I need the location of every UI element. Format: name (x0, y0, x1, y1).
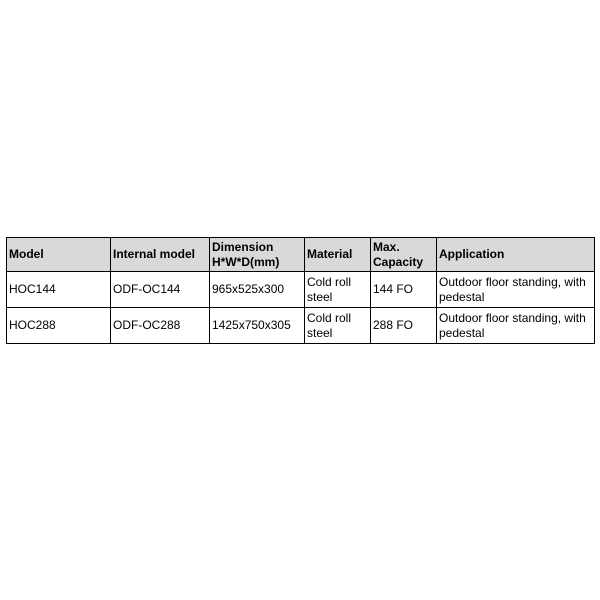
header-model: Model (7, 238, 111, 272)
table-header-row (7, 238, 595, 272)
cell-internal-model: ODF-OC288 (111, 308, 210, 344)
cell-material: Cold roll steel (305, 272, 371, 308)
spec-table (6, 237, 595, 344)
header-material: Material (305, 238, 371, 272)
header-dimension: Dimension H*W*D(mm) (210, 238, 305, 272)
cell-model: HOC288 (7, 308, 111, 344)
table-row (7, 272, 595, 308)
table-row (7, 308, 595, 344)
header-internal-model: Internal model (111, 238, 210, 272)
cell-internal-model: ODF-OC144 (111, 272, 210, 308)
cell-model: HOC144 (7, 272, 111, 308)
cell-application: Outdoor floor standing, with pedestal (437, 308, 595, 344)
cell-max-capacity: 144 FO (371, 272, 437, 308)
header-max-capacity: Max. Capacity (371, 238, 437, 272)
header-application: Application (437, 238, 595, 272)
cell-max-capacity: 288 FO (371, 308, 437, 344)
cell-dimension: 965x525x300 (210, 272, 305, 308)
cell-application: Outdoor floor standing, with pedestal (437, 272, 595, 308)
cell-dimension: 1425x750x305 (210, 308, 305, 344)
cell-material: Cold roll steel (305, 308, 371, 344)
